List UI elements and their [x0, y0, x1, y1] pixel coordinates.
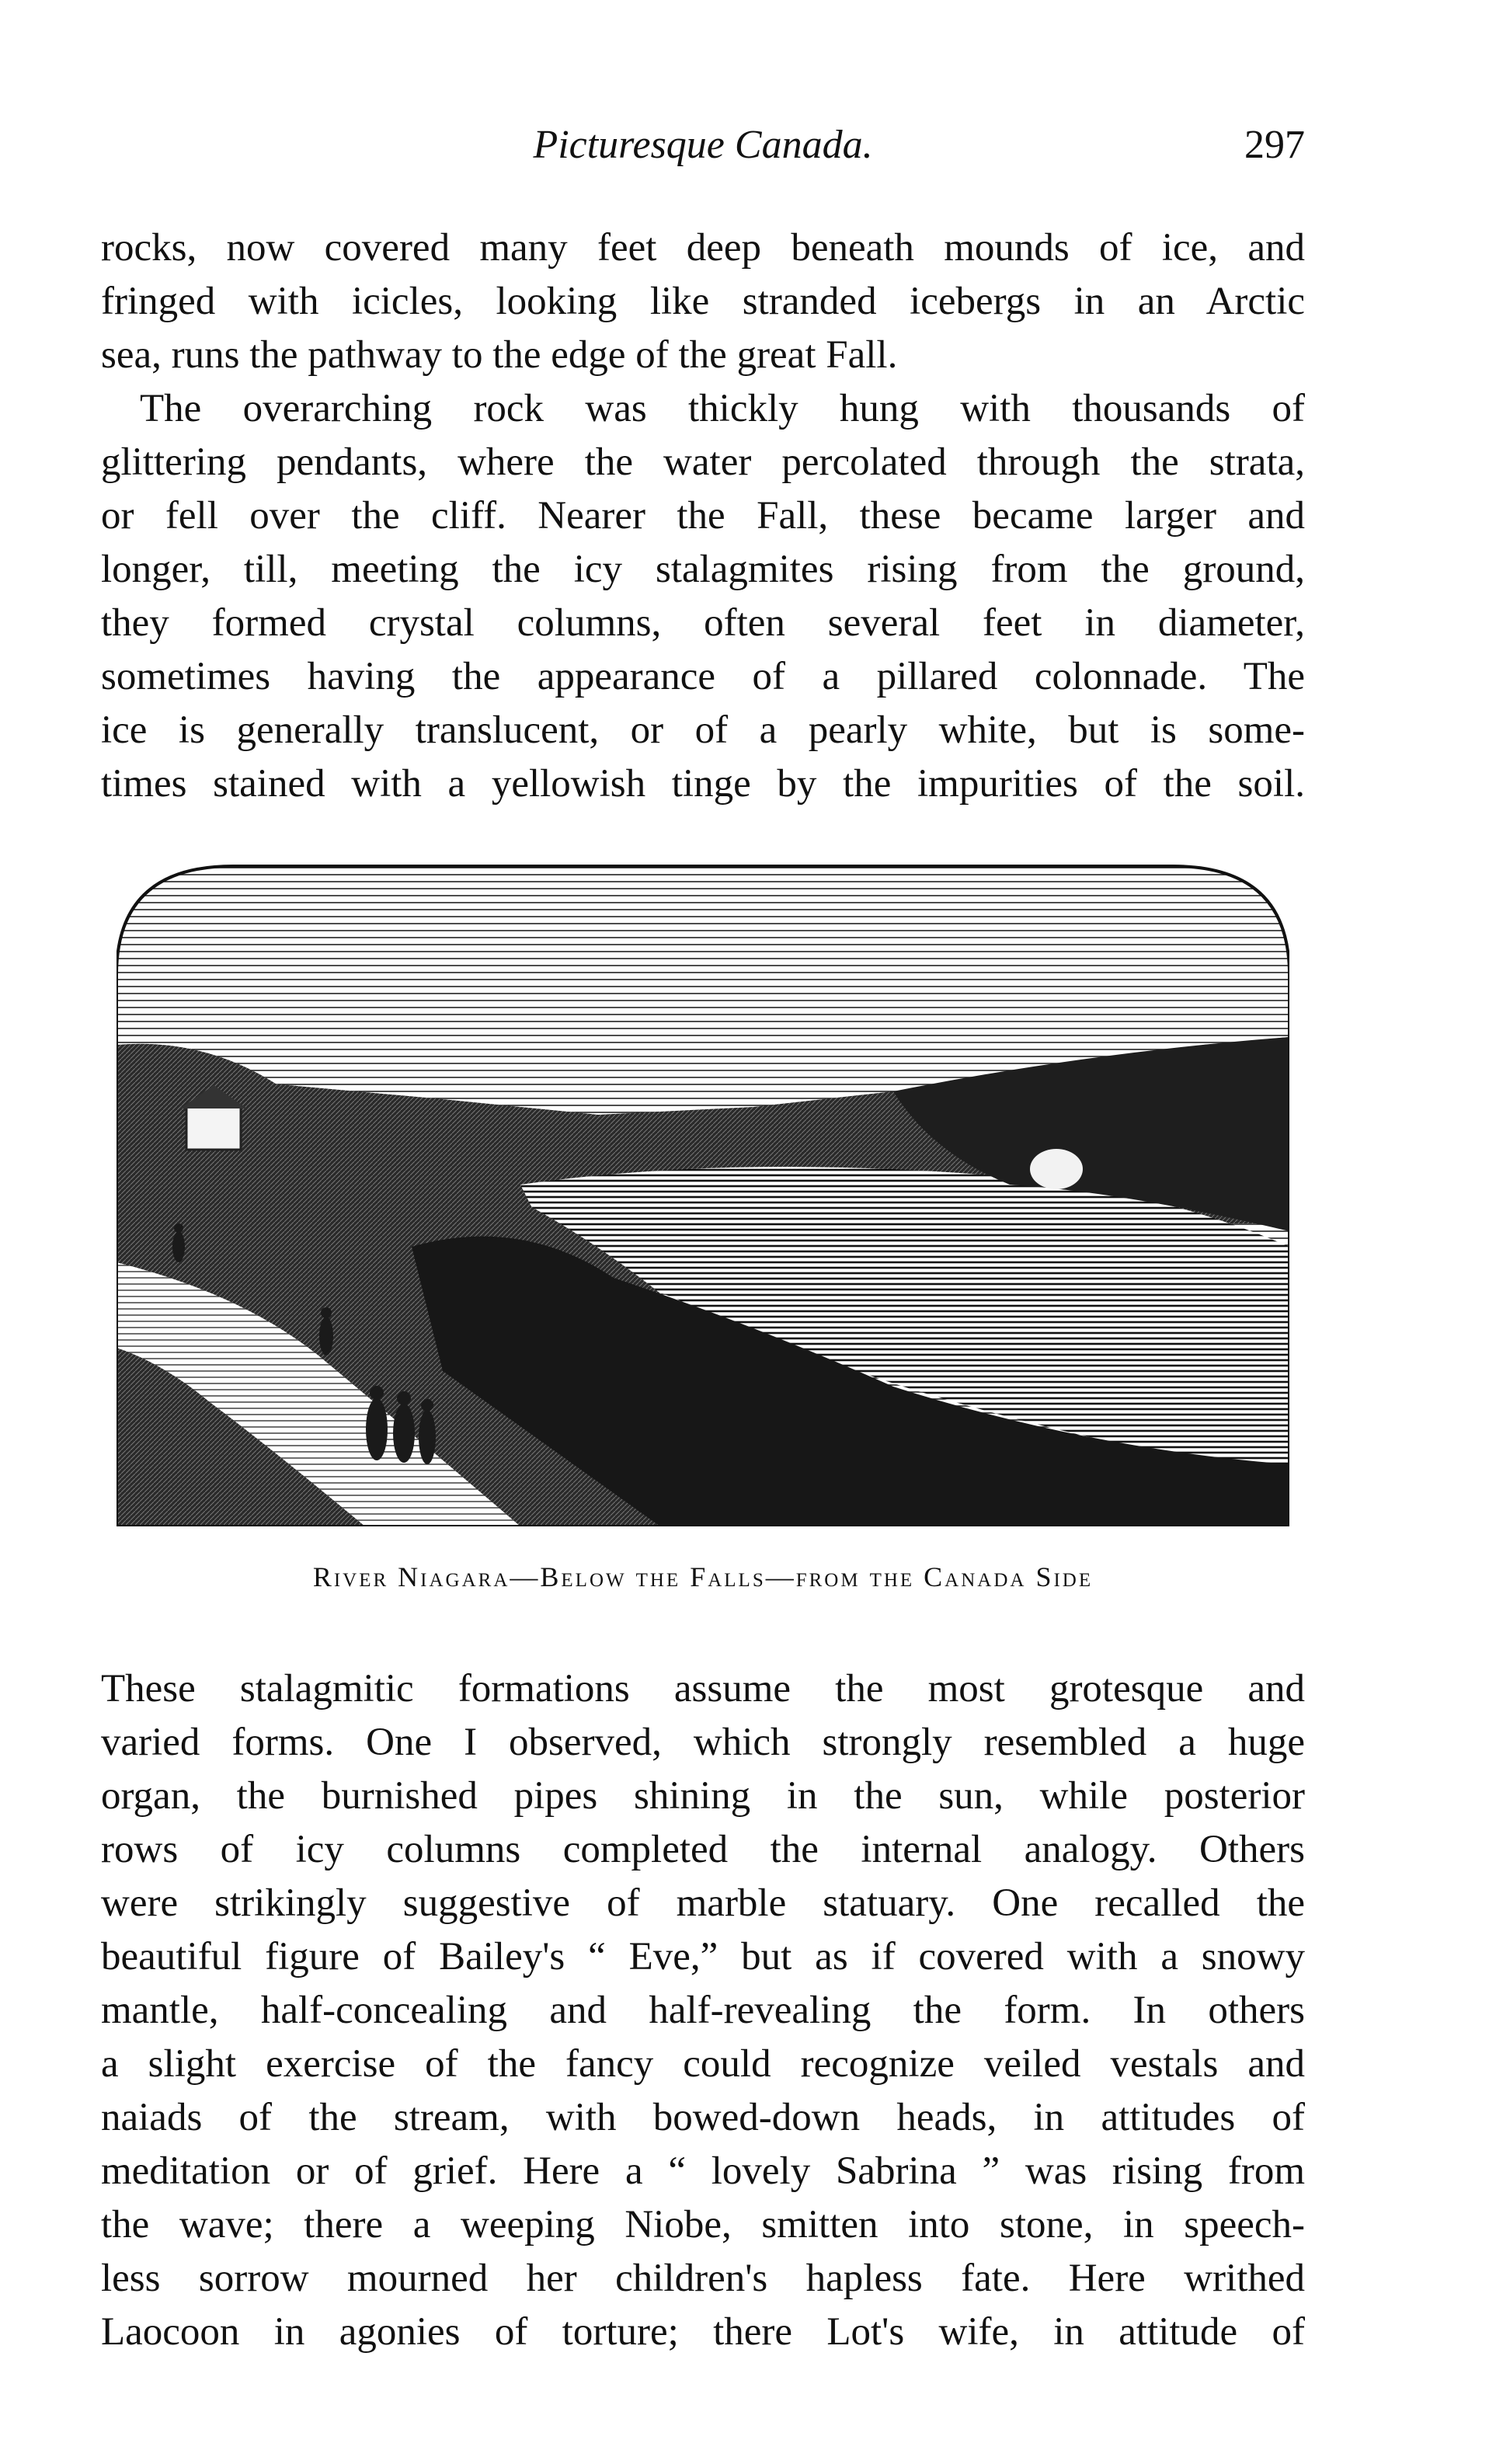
text-line: The overarching rock was thickly hung with thousands of	[140, 387, 1305, 430]
text-line: mantle, half-concealing and half-revealing the form. In others	[101, 1989, 1305, 2032]
text-line: organ, the burnished pipes shining in the sun, while posterior	[101, 1774, 1305, 1818]
text-line: sea, runs the pathway to the edge of the great Fall.	[101, 333, 898, 377]
text-line: or fell over the cliff. Nearer the Fall, these became larger and	[101, 494, 1305, 538]
page-number: 297	[1244, 123, 1305, 167]
text-line: These stalagmitic formations assume the most grotesque and	[101, 1667, 1305, 1711]
page-header	[101, 118, 1305, 172]
text-line: a slight exercise of the fancy could recognize veiled vestals and	[101, 2042, 1305, 2086]
text-line: times stained with a yellowish tinge by the impurities of the soil.	[101, 762, 1305, 806]
text-line: rocks, now covered many feet deep beneath mounds of ice, and	[101, 226, 1305, 270]
text-line: glittering pendants, where the water percolated through the strata,	[101, 440, 1305, 484]
text-line: less sorrow mourned her children's hapless fate. Here writhed	[101, 2257, 1305, 2300]
text-line: meditation or of grief. Here a “ lovely Sabrina ” was rising from	[101, 2149, 1305, 2193]
text-line: varied forms. One I observed, which strongly resembled a huge	[101, 1721, 1305, 1764]
text-line: beautiful figure of Bailey's “ Eve,” but as if covered with a snowy	[101, 1935, 1305, 1979]
text-line: longer, till, meeting the icy stalagmites rising from the ground,	[101, 548, 1305, 591]
running-title: Picturesque Canada.	[533, 123, 873, 167]
text-line: were strikingly suggestive of marble statuary. One recalled the	[101, 1881, 1305, 1925]
body-text-top	[101, 221, 1305, 811]
text-line: rows of icy columns completed the internal analogy. Others	[101, 1828, 1305, 1871]
text-line: naiads of the stream, with bowed-down heads, in attitudes of	[101, 2096, 1305, 2139]
text-line: sometimes having the appearance of a pillared colonnade. The	[101, 655, 1305, 698]
engraving-illustration	[117, 858, 1289, 1526]
figure-caption: River Niagara—Below the Falls—from the Canada Side	[312, 1561, 1094, 1592]
text-line: ice is generally translucent, or of a pearly white, but is some-	[101, 708, 1305, 752]
text-line: Laocoon in agonies of torture; there Lot's wife, in attitude of	[101, 2310, 1305, 2354]
body-text-bottom	[101, 1662, 1305, 2359]
text-line: fringed with icicles, looking like stranded icebergs in an Arctic	[101, 280, 1305, 323]
text-line: they formed crystal columns, often several feet in diameter,	[101, 601, 1305, 645]
text-line: the wave; there a weeping Niobe, smitten into stone, in speech-	[101, 2203, 1305, 2246]
engraving-river-scene	[117, 858, 1289, 1526]
